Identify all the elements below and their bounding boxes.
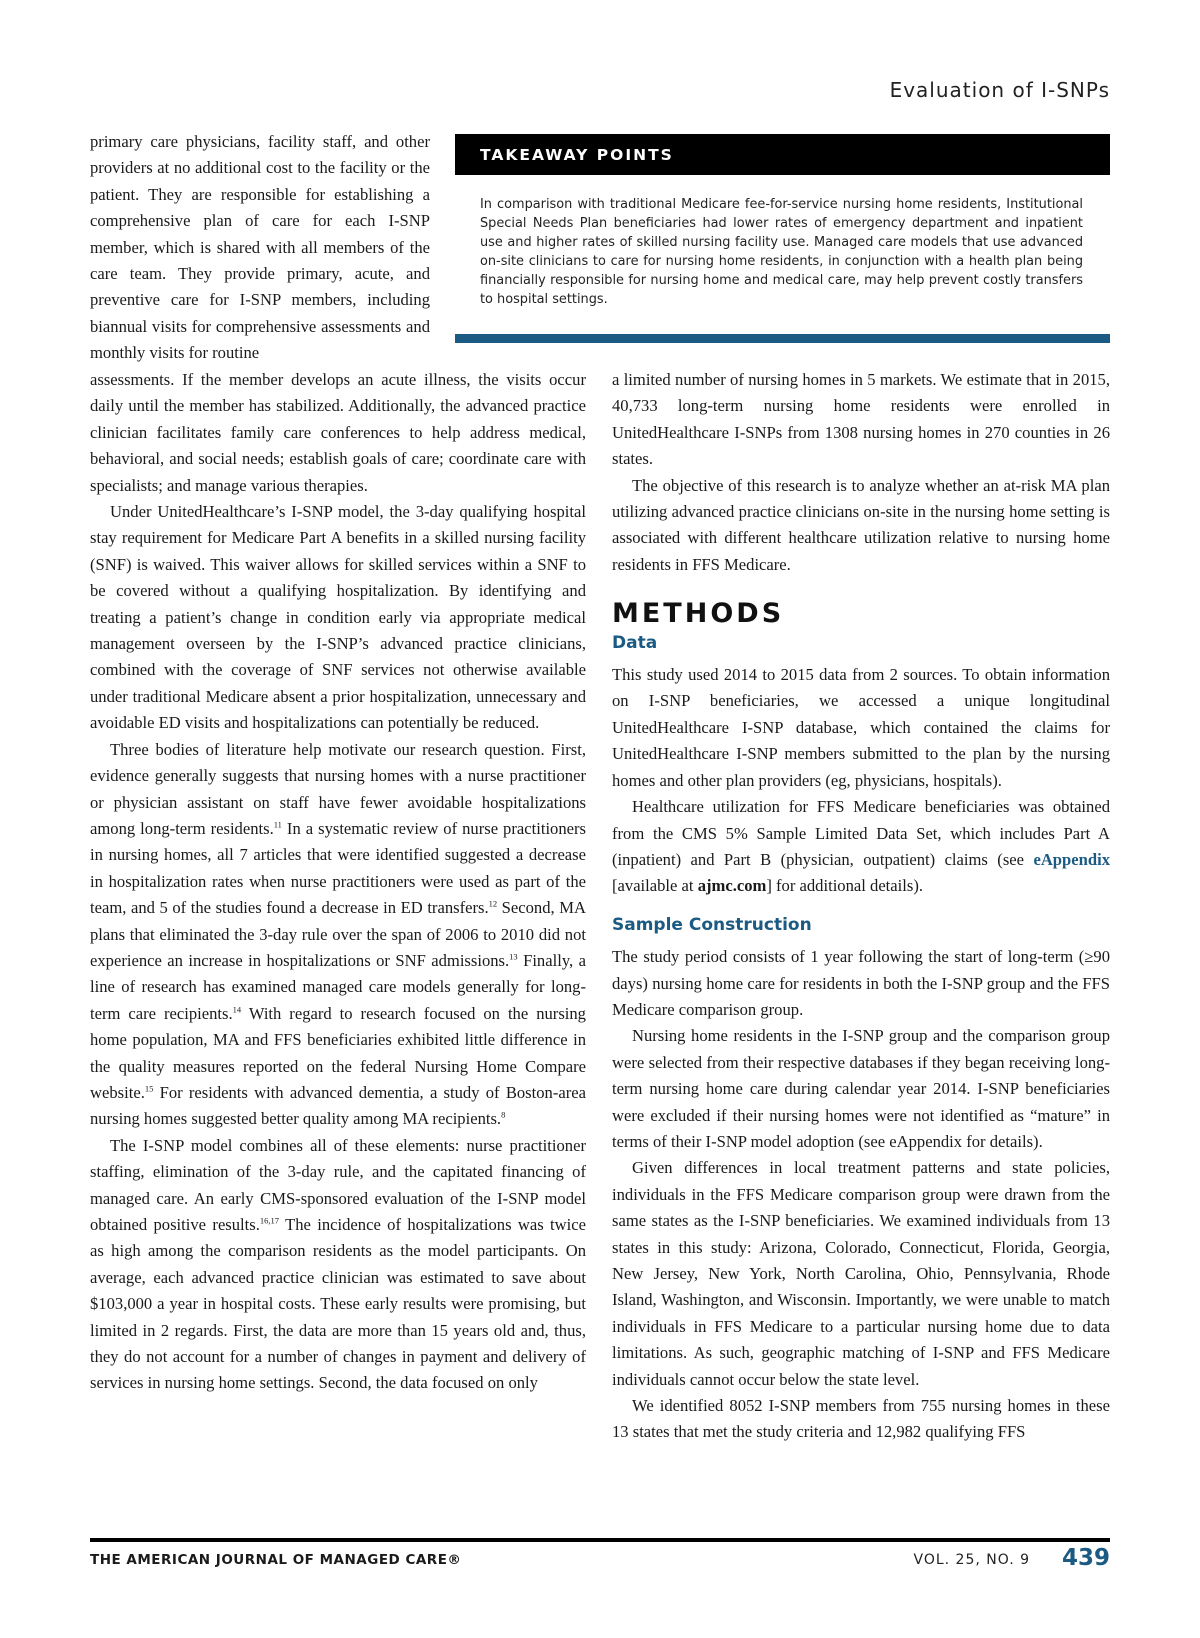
section-title-methods: METHODS xyxy=(612,598,785,630)
text: The incidence of hospitalizations was twice as high among the comparison residents as the model participants. On average, each advanced practice clinician was estimated to save about $103,000 a year in hospital costs. These early results were promising, but limited in 2 regards. First, the data are more than 15 years old and, thus, they do not account for a number of changes in payment and delivery of services in nursing home settings. Second, the data focused on only xyxy=(90,1215,586,1393)
takeaway-bottom-rule xyxy=(455,334,1110,343)
paragraph: We identified 8052 I-SNP members from 755 nursing homes in these 13 states that met the study criteria and 12,982 qualifying FFS xyxy=(612,1396,1110,1442)
left-column-top xyxy=(90,129,430,367)
footer-rule xyxy=(90,1538,1110,1542)
text: [available at xyxy=(612,876,698,896)
volume-issue: VOL. 25, NO. 9 xyxy=(913,1552,1030,1568)
paragraph: assessments. If the member develops an acute illness, the visits occur daily until the member has stabilized. Additionally, the advanced practice clinician facilitates family care conferences to help address medical, behavioral, and social needs; establish goals of care; coordinate care with specialists; and manage various therapies. xyxy=(90,370,586,495)
paragraph: a limited number of nursing homes in 5 markets. We estimate that in 2015, 40,733 long-term nursing home residents were enrolled in UnitedHealthcare I-SNPs from 1308 nursing homes in 270 counties in 26 states. xyxy=(612,370,1110,469)
paragraph xyxy=(90,737,586,1133)
eappendix-link[interactable]: eAppendix xyxy=(1033,849,1110,869)
reference: 8 xyxy=(501,1109,506,1120)
text: For residents with advanced dementia, a study of Boston-area nursing homes suggested better quality among MA recipients. xyxy=(90,1082,586,1129)
reference: 15 xyxy=(144,1083,154,1094)
reference: 11 xyxy=(273,819,282,830)
right-column xyxy=(612,367,1110,1446)
paragraph xyxy=(612,794,1110,900)
text: Finally, a line of research has examined managed care models generally for long-term care recipients. xyxy=(90,950,586,1023)
subsection-title-sample-construction: Sample Construction xyxy=(612,914,812,935)
reference: 12 xyxy=(488,898,498,909)
reference: 14 xyxy=(232,1004,242,1015)
reference: 13 xyxy=(509,951,518,962)
paragraph: The study period consists of 1 year following the start of long-term (≥90 days) nursing home care for residents in both the I-SNP group and the FFS Medicare comparison group. xyxy=(612,947,1110,1019)
paragraph xyxy=(90,1133,586,1397)
text: With regard to research focused on the nursing home population, MA and FFS beneficiaries exhibited little difference in the quality measures reported on the federal Nursing Home Compare website. xyxy=(90,1003,586,1102)
text: Second, MA plans that eliminated the 3-day rule over the span of 2006 to 2010 did not experience an increase in hospitalizations or SNF admissions. xyxy=(90,898,586,970)
paragraph: primary care physicians, facility staff, and other providers at no additional cost to the facility or the patient. They are responsible for establishing a comprehensive plan of care for each I-SNP member, which is shared with all members of the care team. They provide primary, acute, and preventive care for I-SNP members, including biannual visits for comprehensive assessments and monthly visits for routine xyxy=(90,132,430,363)
left-column xyxy=(90,367,586,1397)
page-number: 439 xyxy=(1061,1545,1110,1571)
paragraph: Given differences in local treatment patterns and state policies, individuals in the FFS Medicare comparison group were drawn from the same states as the I-SNP beneficiaries. We examined individuals from 13 states in this study: Arizona, Colorado, Connecticut, Florida, Georgia, New Jersey, New York, North Carolina, Ohio, Pennsylvania, Rhode Island, Washington, and Wisconsin. Importantly, we were unable to match individuals in FFS Medicare to a particular nursing home due to data limitations. As such, geographic matching of I-SNP and FFS Medicare individuals cannot occur below the state level. xyxy=(612,1158,1110,1389)
text: Three bodies of literature help motivate our research question. First, evidence generally suggests that nursing homes with a nurse practitioner or physician assistant on staff have fewer avoidable hospitalizations among long-term residents. xyxy=(90,739,586,838)
text: ] for additional details). xyxy=(766,876,924,896)
paragraph: Under UnitedHealthcare’s I-SNP model, the 3-day qualifying hospital stay requirement for Medicare Part A benefits in a skilled nursing facility (SNF) is waived. This waiver allows for skilled services within a SNF to be covered without a qualifying hospitalization. By identifying and treating a patient’s change in condition early via appropriate medical management overseen by the I-SNP’s advanced practice clinicians, combined with the coverage of SNF services not otherwise available under traditional Medicare absent a prior hospitalization, unnecessary and avoidable ED visits and hospitalizations can potentially be reduced. xyxy=(90,502,586,733)
text: In a systematic review of nurse practitioners in nursing homes, all 7 articles that were identified suggested a decrease in hospitalization rates when nurse practitioners were used as part of the team, and 5 of the studies found a decrease in ED transfers. xyxy=(90,818,586,918)
reference: 16,17 xyxy=(259,1215,280,1226)
takeaway-text: In comparison with traditional Medicare fee-for-service nursing home residents, Institutional Special Needs Plan beneficiaries had lower rates of emergency department and inpatient use and higher rates of skilled nursing facility use. Managed care models that use advanced on-site clinicians to care for nursing home residents, in conjunction with a health plan being financially responsible for nursing home and medical care, may help prevent costly transfers to hospital settings. xyxy=(480,197,1083,307)
running-title: Evaluation of I-SNPs xyxy=(889,78,1110,102)
takeaway-title: TAKEAWAY POINTS xyxy=(455,134,1110,175)
takeaway-box xyxy=(455,134,1110,343)
website-link[interactable]: ajmc.com xyxy=(697,876,767,896)
paragraph: This study used 2014 to 2015 data from 2 sources. To obtain information on I-SNP beneficiaries, we accessed a unique longitudinal UnitedHealthcare I-SNP database, which contained the claims for UnitedHealthcare I-SNP members submitted to the plan by the nursing homes and other plan providers (eg, physicians, hospitals). xyxy=(612,665,1110,790)
text: Healthcare utilization for FFS Medicare beneficiaries was obtained from the CMS 5% Sample Limited Data Set, which includes Part A (inpatient) and Part B (physician, outpatient) claims (see xyxy=(612,797,1110,869)
paragraph: The objective of this research is to analyze whether an at-risk MA plan utilizing advanced practice clinicians on-site in the nursing home setting is associated with different healthcare utilization relative to nursing home residents in FFS Medicare. xyxy=(612,475,1110,574)
subsection-title-data: Data xyxy=(612,632,658,653)
paragraph: Nursing home residents in the I-SNP group and the comparison group were selected from their respective databases if they began receiving long-term nursing home care during calendar year 2014. I-SNP beneficiaries were excluded if their nursing homes were not identified as “mature” in terms of their I-SNP model adoption (see eAppendix for details). xyxy=(612,1026,1110,1151)
text: The I-SNP model combines all of these elements: nurse practitioner staffing, elimination of the 3-day rule, and the capitated financing of managed care. An early CMS-sponsored evaluation of the I-SNP model obtained positive results. xyxy=(90,1135,586,1234)
journal-name: THE AMERICAN JOURNAL OF MANAGED CARE® xyxy=(90,1552,462,1568)
